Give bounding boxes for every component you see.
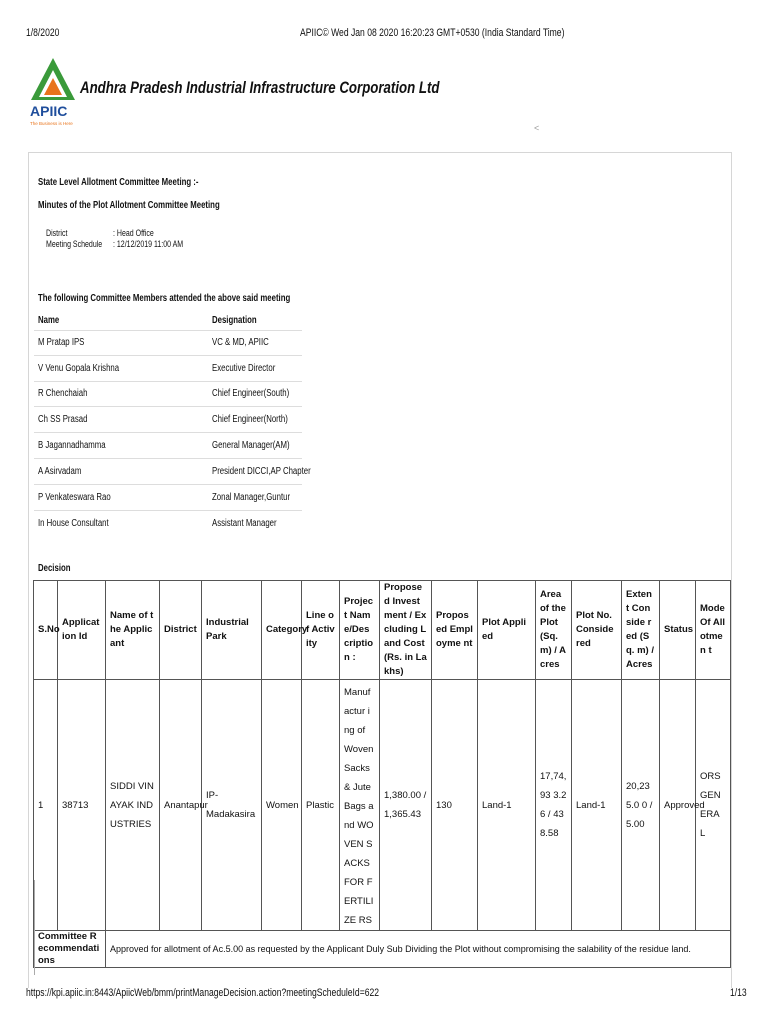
schedule-value: : 12/12/2019 11:00 AM bbox=[113, 239, 184, 249]
cell-district: Anantapur bbox=[160, 680, 202, 931]
frame-left-border bbox=[34, 880, 35, 975]
col-investment: Proposed Investment / Excluding Land Cost (Rs. in Lakhs) bbox=[380, 581, 432, 680]
decision-table bbox=[33, 580, 731, 968]
col-area: Area of the Plot (Sq. m) / Acres bbox=[536, 581, 572, 680]
cell-applicant: SIDDI VINAYAK INDUSTRIES bbox=[106, 680, 160, 931]
col-industrial-park: Industrial Park bbox=[202, 581, 262, 680]
col-employment: Proposed Employme nt bbox=[432, 581, 478, 680]
member-designation: Chief Engineer(South) bbox=[212, 388, 290, 399]
apiic-logo bbox=[28, 56, 78, 128]
designation-header: Designation bbox=[212, 315, 257, 326]
name-header: Name bbox=[38, 315, 60, 326]
svg-text:The Business is Here: The Business is Here bbox=[30, 121, 73, 126]
cell-status: Approved bbox=[660, 680, 696, 931]
col-mode: Mode Of Allotmen t bbox=[696, 581, 731, 680]
col-line-of-activity: Line of Activity bbox=[302, 581, 340, 680]
print-date: 1/8/2020 bbox=[26, 27, 60, 39]
member-name: B Jagannadhamma bbox=[38, 440, 106, 451]
district-value: : Head Office bbox=[113, 228, 154, 238]
member-name: A Asirvadam bbox=[38, 466, 82, 477]
meeting-subheading: Minutes of the Plot Allotment Committee Meeting bbox=[38, 200, 220, 211]
print-title: APIIC© Wed Jan 08 2020 16:20:23 GMT+0530 (India Standard Time) bbox=[300, 27, 565, 39]
recommendation-text: Approved for allotment of Ac.5.00 as requested by the Applicant Duly Sub Dividing the Plot without compromising the salability of the residue land. bbox=[106, 931, 731, 968]
recommendation-label: Committee Recommendations bbox=[34, 931, 106, 968]
cell-park: IP-Madakasira bbox=[202, 680, 262, 931]
cell-sno: 1 bbox=[34, 680, 58, 931]
cell-activity: Plastic bbox=[302, 680, 340, 931]
cell-plot-applied: Land-1 bbox=[478, 680, 536, 931]
cell-investment: 1,380.00 / 1,365.43 bbox=[380, 680, 432, 931]
chevron-left-icon[interactable]: < bbox=[534, 123, 540, 133]
cell-area: 17,74,93 3.26 / 438.58 bbox=[536, 680, 572, 931]
cell-project: Manufactur ing of Woven Sacks & Jute Bags and WOVEN SACKS FOR FERTILIZE RS bbox=[340, 680, 380, 931]
member-designation: General Manager(AM) bbox=[212, 440, 290, 451]
member-name: M Pratap IPS bbox=[38, 337, 85, 348]
col-applicant: Name of the Applicant bbox=[106, 581, 160, 680]
member-name: V Venu Gopala Krishna bbox=[38, 363, 120, 374]
cell-extent: 20,235.0 0 / 5.00 bbox=[622, 680, 660, 931]
recommendation-row bbox=[34, 931, 731, 968]
page-number: 1/13 bbox=[730, 987, 747, 999]
cell-application-id: 38713 bbox=[58, 680, 106, 931]
decision-header-row bbox=[34, 581, 731, 680]
decision-label: Decision bbox=[38, 563, 71, 574]
member-name: Ch SS Prasad bbox=[38, 414, 88, 425]
col-category: Category bbox=[262, 581, 302, 680]
table-row bbox=[34, 680, 731, 931]
col-status: Status bbox=[660, 581, 696, 680]
cell-plot-no: Land-1 bbox=[572, 680, 622, 931]
col-application-id: Application Id bbox=[58, 581, 106, 680]
member-name: P Venkateswara Rao bbox=[38, 492, 111, 503]
cell-mode: ORS GENERA L bbox=[696, 680, 731, 931]
member-designation: President DICCI,AP Chapter bbox=[212, 466, 311, 477]
member-name: In House Consultant bbox=[38, 518, 109, 529]
cell-category: Women bbox=[262, 680, 302, 931]
member-designation: Zonal Manager,Guntur bbox=[212, 492, 291, 503]
member-designation: Assistant Manager bbox=[212, 518, 277, 529]
schedule-label: Meeting Schedule bbox=[46, 239, 103, 249]
district-label: District bbox=[46, 228, 68, 238]
meeting-heading: State Level Allotment Committee Meeting :- bbox=[38, 177, 199, 188]
col-plot-applied: Plot Applied bbox=[478, 581, 536, 680]
col-project: Project Name/Des cription : bbox=[340, 581, 380, 680]
col-district: District bbox=[160, 581, 202, 680]
member-designation: VC & MD, APIIC bbox=[212, 337, 269, 348]
member-designation: Chief Engineer(North) bbox=[212, 414, 288, 425]
member-designation: Executive Director bbox=[212, 363, 276, 374]
col-plot-no: Plot No. Considered bbox=[572, 581, 622, 680]
page-url[interactable]: https://kpi.apiic.in:8443/ApiicWeb/bmm/printManageDecision.action?meetingScheduleId=622 bbox=[26, 987, 380, 999]
svg-text:APIIC: APIIC bbox=[30, 103, 68, 119]
cell-employment: 130 bbox=[432, 680, 478, 931]
member-name: R Chenchaiah bbox=[38, 388, 88, 399]
col-extent: Extent Conside red (Sq. m) / Acres bbox=[622, 581, 660, 680]
corporation-name: Andhra Pradesh Industrial Infrastructure Corporation Ltd bbox=[80, 78, 440, 97]
committee-intro: The following Committee Members attended the above said meeting bbox=[38, 293, 291, 304]
col-sno: S.No bbox=[34, 581, 58, 680]
